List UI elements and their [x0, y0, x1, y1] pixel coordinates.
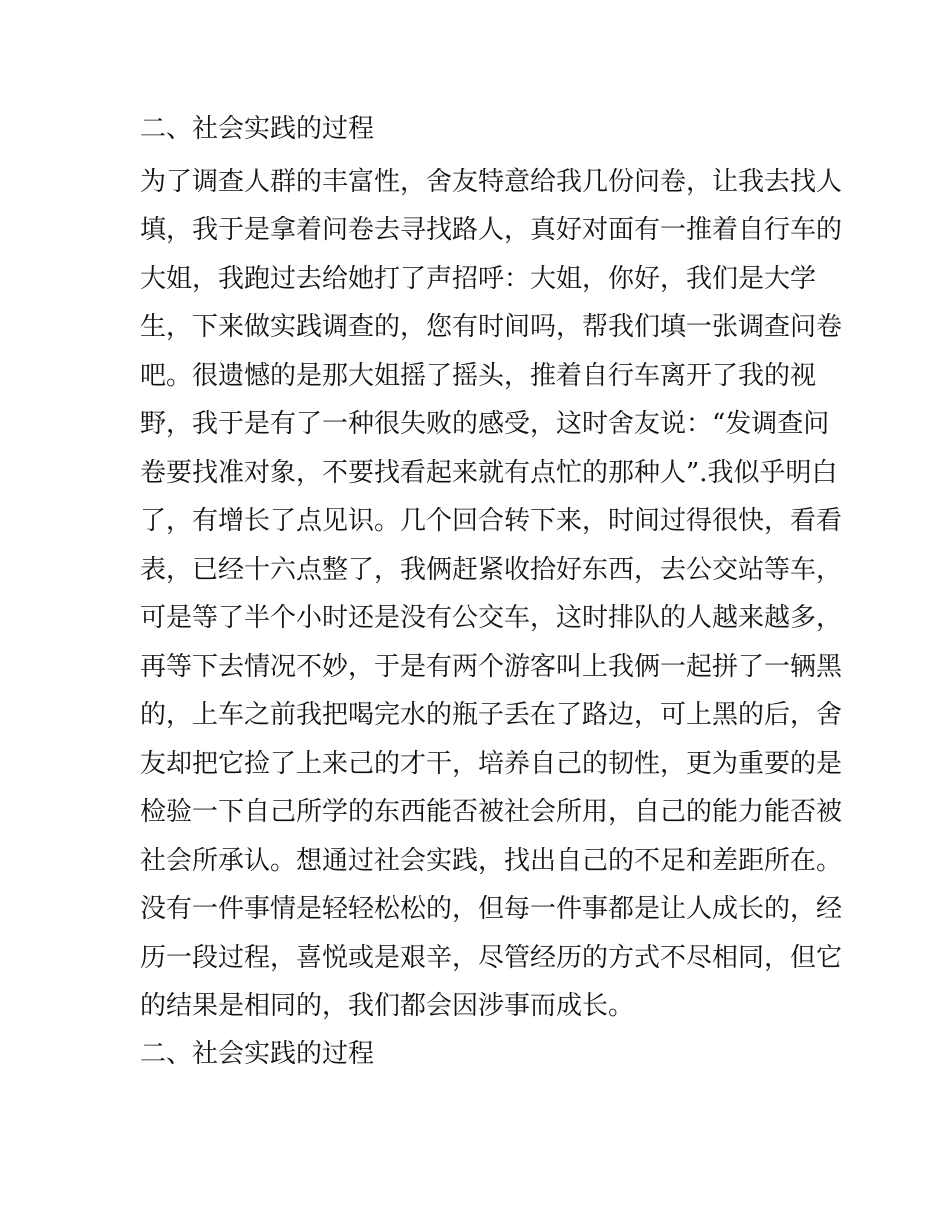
section-heading-bottom: 二、社会实践的过程: [140, 1039, 375, 1069]
paragraph-line-last: 的结果是相同的，我们都会因涉事而成长。: [140, 991, 635, 1021]
paragraph-line: 了，有增长了点见识。几个回合转下来，时间过得很快，看看: [140, 506, 843, 536]
paragraph-line: 检验一下自己所学的东西能否被社会所用，自己的能力能否被: [140, 797, 843, 827]
paragraph-line: 历一段过程，喜悦或是艰辛，尽管经历的方式不尽相同，但它: [140, 943, 843, 973]
paragraph-line: 表，已经十六点整了，我俩赶紧收拾好东西，去公交站等车，: [140, 555, 843, 585]
paragraph-line: 社会所承认。想通过社会实践，找出自己的不足和差距所在。: [140, 846, 843, 876]
section-heading-top: 二、社会实践的过程: [140, 114, 375, 144]
paragraph-line: 友却把它捡了上来己的才干，培养自己的韧性，更为重要的是: [140, 749, 843, 779]
paragraph-line: 的，上车之前我把喝完水的瓶子丢在了路边，可上黑的后，舍: [140, 700, 843, 730]
paragraph-line: 大姐，我跑过去给她打了声招呼：大姐，你好，我们是大学: [140, 264, 817, 294]
paragraph-line: 填，我于是拿着问卷去寻找路人，真好对面有一推着自行车的: [140, 215, 843, 245]
paragraph-line: 生，下来做实践调查的，您有时间吗，帮我们填一张调查问卷: [140, 312, 843, 342]
paragraph-line: 为了调查人群的丰富性，舍友特意给我几份问卷，让我去找人: [140, 167, 843, 197]
paragraph-line: 没有一件事情是轻轻松松的，但每一件事都是让人成长的，经: [140, 894, 843, 924]
paragraph-line: 卷要找准对象，不要找看起来就有点忙的那种人”.我似乎明白: [140, 458, 838, 488]
paragraph-line: 吧。很遗憾的是那大姐摇了摇头，推着自行车离开了我的视: [140, 361, 817, 391]
paragraph-line: 可是等了半个小时还是没有公交车，这时排队的人越来越多，: [140, 603, 843, 633]
paragraph-line: 野，我于是有了一种很失败的感受，这时舍友说：“发调查问: [140, 409, 830, 439]
paragraph-line: 再等下去情况不妙，于是有两个游客叫上我俩一起拼了一辆黑: [140, 652, 843, 682]
